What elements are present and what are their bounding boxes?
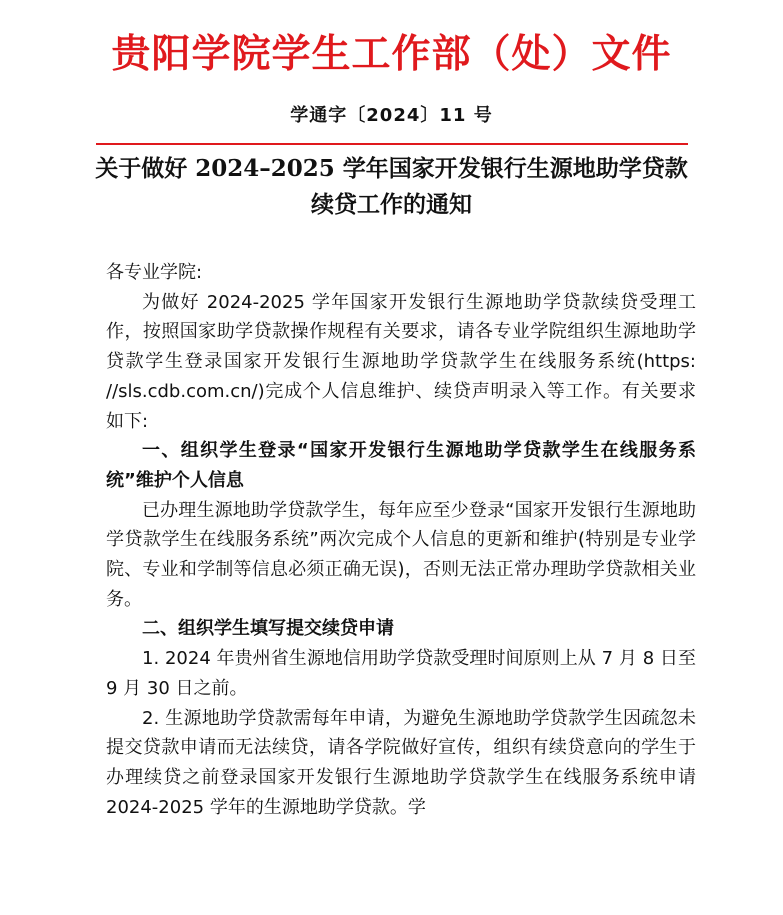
letterhead-red-rule (96, 143, 688, 145)
notice-title-line-2: 续贷工作的通知 (311, 191, 472, 218)
notice-body (106, 258, 696, 822)
section-2-item-2: 2. 生源地助学贷款需每年申请，为避免生源地助学贷款学生因疏忽未提交贷款申请而无法续贷，请各学院做好宣传，组织有续贷意向的学生于办理续贷之前登录国家开发银行生源地助学贷款学生在线服务系统申请 2024-2025 学年的生源地助学贷款。学 (106, 707, 696, 818)
letterhead-issuer: 贵阳学院学生工作部（处）文件 (111, 31, 672, 77)
section-heading-1: 一、组织学生登录“国家开发银行生源地助学贷款学生在线服务系统”维护个人信息 (106, 440, 696, 491)
salutation: 各专业学院: (106, 262, 203, 283)
document-number: 学通字〔2024〕11 号 (290, 105, 493, 126)
intro-paragraph: 为做好 2024-2025 学年国家开发银行生源地助学贷款续贷受理工作，按照国家助学贷款操作规程有关要求，请各专业学院组织生源地助学贷款学生登录国家开发银行生源地助学贷款学生在线服务系统(https: //sls.cdb.com.cn/)完成个人信息维护、续贷声明录入等工作。有关要求如下: (106, 291, 696, 432)
notice-title-line-1: 关于做好 2024–2025 学年国家开发银行生源地助学贷款 (95, 155, 688, 182)
section-1-paragraph: 已办理生源地助学贷款学生，每年应至少登录“国家开发银行生源地助学贷款学生在线服务系统”两次完成个人信息的更新和维护(特别是专业学院、专业和学制等信息必须正确无误)，否则无法正常办理助学贷款相关业务。 (106, 499, 696, 610)
section-heading-2: 二、组织学生填写提交续贷申请 (142, 618, 394, 640)
notice-title (60, 151, 723, 223)
section-2-item-1: 1. 2024 年贵州省生源地信用助学贷款受理时间原则上从 7 月 8 日至 9 月 30 日之前。 (106, 648, 696, 699)
